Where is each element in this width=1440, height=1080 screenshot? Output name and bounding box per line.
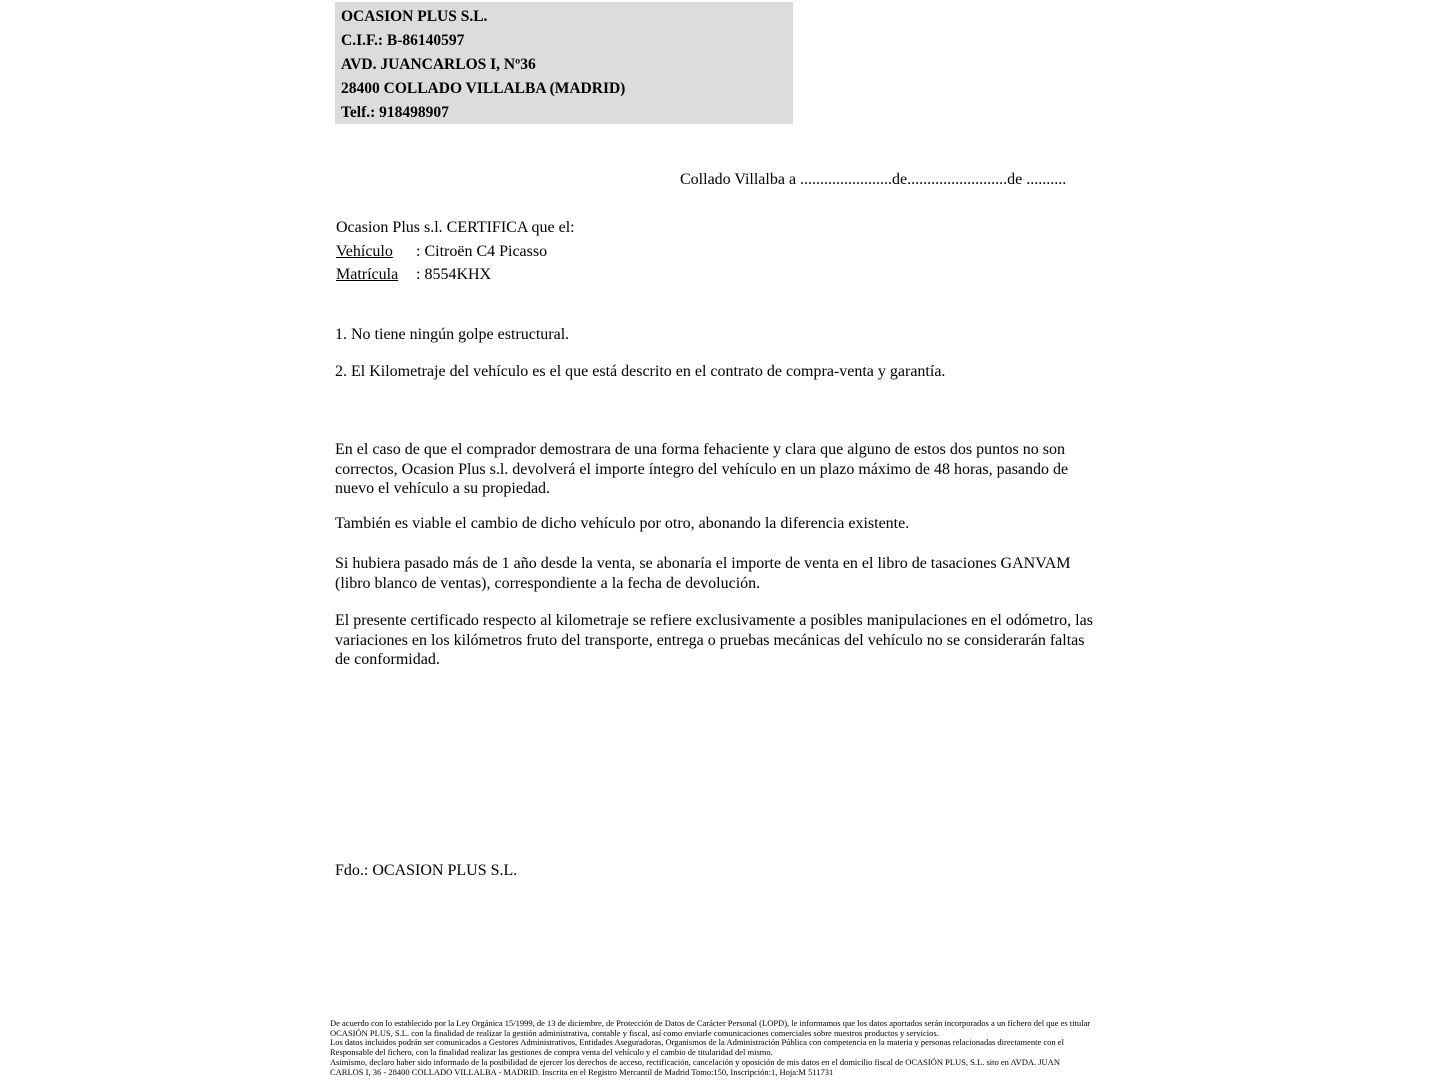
company-cif: C.I.F.: B-86140597 [341, 32, 465, 49]
footer-line: De acuerdo con lo establecido por la Ley Orgánica 15/1999, de 13 de diciembre, de Protección de Datos de Carácter Personal (LOPD), le informamos que los datos aportados serán incorporados a un fichero del que es titular [330, 1018, 1091, 1028]
footer-line: Responsable del fichero, con la finalidad realizar las gestiones de compra venta del vehículo y el cambio de titularidad del mismo. [330, 1047, 773, 1058]
paragraph-ganvam: Si hubiera pasado más de 1 año desde la venta, se abonaría el importe de venta en el libro de tasaciones GANVAM (libro blanco de ventas), correspondiente a la fecha de devolución. [335, 555, 1071, 592]
certification-section [336, 216, 575, 287]
point-1: 1. No tiene ningún golpe estructural. [335, 326, 570, 343]
vehicle-row [336, 240, 575, 264]
footer-line: OCASIÓN PLUS, S.L. con la finalidad de realizar la gestión administrativa, contable y fiscal, así como enviarle comunicaciones comerciales sobre nuestros productos y servicios. [330, 1027, 939, 1038]
plate-value: : 8554KHX [416, 266, 492, 283]
company-name: OCASION PLUS S.L. [341, 8, 488, 25]
vehicle-label: Vehículo [336, 242, 393, 260]
date-line: Collado Villalba a .......................de.........................de .......... [680, 171, 1067, 188]
footer-line: Los datos incluidos podrán ser comunicados a Gestores Administrativos, Entidades Aseguradoras, Organismos de la Administración Pública con competencia en la materia y personas relacionadas directamente con el [330, 1037, 1064, 1048]
plate-label: Matrícula [336, 266, 399, 283]
vehicle-value: : Citroën C4 Picasso [416, 242, 548, 260]
vehicle-label-wrap [336, 240, 416, 264]
legal-footer [330, 1019, 1120, 1077]
company-city: 28400 COLLADO VILLALBA (MADRID) [341, 80, 626, 97]
point-2: 2. El Kilometraje del vehículo es el que está descrito en el contrato de compra-venta y garantía. [335, 363, 946, 380]
footer-line: CARLOS I, 36 - 28400 COLLADO VILLALBA - MADRID. Inscrita en el Registro Mercantil de Madrid Tomo:150, Inscripción:1, Hoja:M 511731 [330, 1066, 834, 1077]
company-header-box [335, 2, 793, 124]
company-address: AVD. JUANCARLOS I, Nº36 [341, 56, 536, 73]
paragraph-odometer: El presente certificado respecto al kilometraje se refiere exclusivamente a posibles manipulaciones en el odómetro, las variaciones en los kilómetros fruto del transporte, entrega o pruebas mecánicas del vehículo no se considerarán faltas de conformidad. [335, 612, 1093, 668]
certify-intro: Ocasion Plus s.l. CERTIFICA que el: [336, 219, 575, 236]
company-phone: Telf.: 918498907 [341, 104, 449, 121]
paragraph-refund: En el caso de que el comprador demostrara de una forma fehaciente y clara que alguno de estos dos puntos no son correctos, Ocasion Plus s.l. devolverá el importe íntegro del vehículo en un plazo máximo de 48 horas, pasando de nuevo el vehículo a su propiedad. [335, 441, 1069, 497]
plate-label-wrap [336, 263, 416, 287]
footer-line: Asimismo, declaro haber sido informado de la posibilidad de ejercer los derechos de acceso, rectificación, cancelación y oposición de mis datos en el domicilio fiscal de OCASIÓN PLUS, S.L. sito en AVDA. JUAN [330, 1056, 1060, 1067]
plate-row [336, 263, 575, 287]
paragraph-exchange: También es viable el cambio de dicho vehículo por otro, abonando la diferencia existente. [335, 515, 910, 532]
signature-line: Fdo.: OCASION PLUS S.L. [335, 862, 518, 879]
